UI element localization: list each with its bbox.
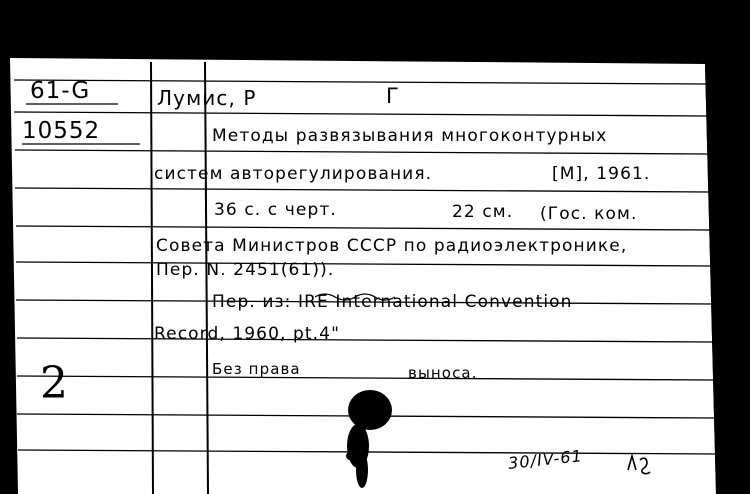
date-annotation: 30/IV-61 [507,446,584,473]
dimensions: 22 см. [452,202,514,222]
accession-number: 10552 [22,118,101,144]
title-line-1: Методы развязывания многоконтурных [212,126,608,146]
initials [632,452,655,468]
title-line-2: систем авторегулирования. [154,164,433,184]
copies-count: 2 [40,358,68,409]
publisher-line: Совета Министров СССР по радиоэлектронике, [156,236,628,256]
edition-statement: [M], 1961. [552,164,651,184]
author-heading: Лумис, Р [157,86,257,110]
shelf-mark: 61-G [30,78,91,104]
restriction-note: Без права [212,360,301,378]
restriction-note-2: выноса. [408,364,478,382]
classification-mark: Г [386,84,400,108]
publisher-start: (Гос. ком. [540,204,638,224]
series-statement: Пер. N. 2451(61)). [156,260,335,280]
source-note: Record, 1960, pt.4" [154,324,341,344]
translation-note: Пер. из: IRE International Convention [212,292,573,312]
pagination: 36 с. с черт. [214,200,337,220]
